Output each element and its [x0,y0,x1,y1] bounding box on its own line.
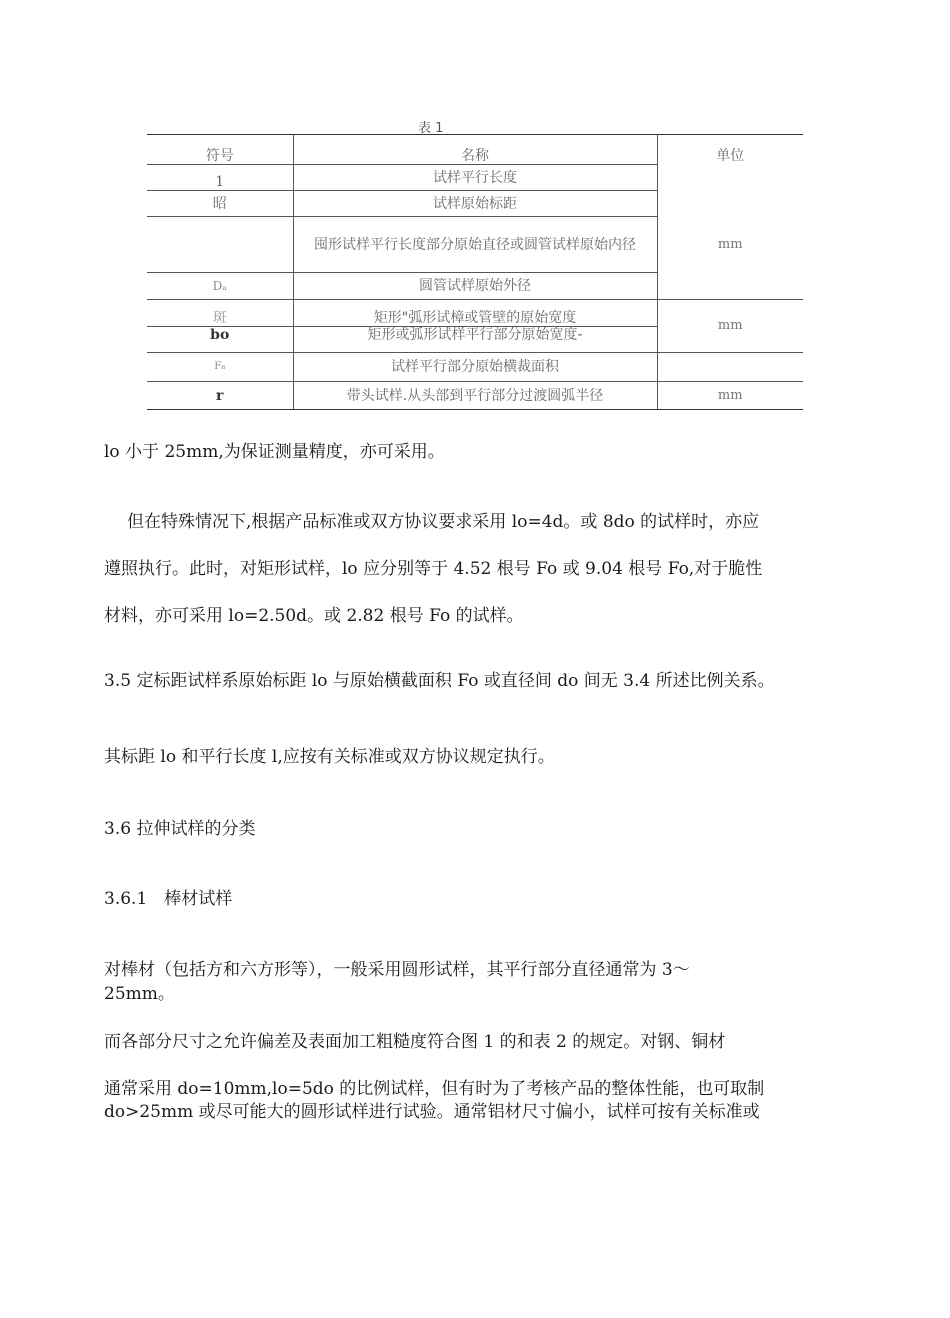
paragraph-specimen-line1: 通常采用 do=10mm,lo=5do 的比例试样，但有时为了考核产品的整体性能，也可取制 [104,1079,765,1099]
name-cell: 试样平行长度 [293,165,657,191]
symbol-cell: bo [147,327,293,353]
paragraph-lo-note: lo 小于 25mm,为保证测量精度，亦可采用。 [104,442,445,462]
unit-cell-empty [657,353,803,382]
name-cell: 试样原始标距 [293,191,657,217]
heading-3-6: 3.6 拉伸试样的分类 [104,819,256,839]
name-cell: 矩形"弧形试樟或管壁的原始宽度 [293,300,657,327]
header-name: 名称 [293,135,657,165]
symbol-cell: 1 [147,165,293,191]
unit-cell: mm [657,300,803,353]
symbol-cell: r [147,382,293,410]
header-unit: 单位 [657,135,803,191]
paragraph-specimen-line2: do>25mm 或尽可能大的圆形试样进行试验。通常铝材尺寸偏小，试样可按有关标准或 [104,1102,760,1122]
paragraph-special-case-line1: 但在特殊情况下,根据产品标准或双方协议要求采用 lo=4d。或 8do 的试样时，亦应 [127,512,760,532]
paragraph-tolerance: 而各部分尺寸之允许偏差及表面加工粗糙度符合图 1 的和表 2 的规定。对钢、铜材 [104,1032,726,1052]
table-caption: 表 1 [418,121,444,136]
paragraph-3-5: 3.5 定标距试样系原始标距 lo 与原始横截面积 Fo 或直径间 do 间无 3.4 所述比例关系。 [104,671,775,691]
name-cell: 试样平行部分原始横裁面积 [293,353,657,382]
symbol-cell: F₈ [147,353,293,382]
name-cell: 带头试样.从头部到平行部分过渡圆弧半径 [293,382,657,410]
paragraph-gauge-length: 其标距 lo 和平行长度 l,应按有关标准或双方协议规定执行。 [104,747,555,767]
heading-3-6-1: 3.6.1 棒材试样 [104,889,233,909]
symbol-cell: Dₐ [147,273,293,300]
symbol-cell: 昭 [147,191,293,217]
name-cell: 圆管试样原始外径 [293,273,657,300]
symbol-cell [147,217,293,273]
paragraph-special-case-line3: 材料，亦可采用 lo=2.50d。或 2.82 根号 Fo 的试样。 [104,606,524,626]
paragraph-bar-line1: 对棒材（包括方和六方形等），一般采用圆形试样，其平行部分直径通常为 3〜 [104,960,690,980]
paragraph-special-case-line2: 遵照执行。此时，对矩形试样，lo 应分别等于 4.52 根号 Fo 或 9.04 根号 Fo,对于脆性 [104,559,763,579]
symbol-table [147,134,803,410]
unit-cell: mm [657,191,803,300]
symbol-cell: 斑 [147,300,293,327]
name-cell: 囤形试样平行长度部分原始直径或圆管试样原始内径 [293,217,657,273]
paragraph-bar-line2: 25mm。 [104,984,175,1004]
unit-cell: mm [657,382,803,410]
header-symbol: 符号 [147,135,293,165]
name-cell: 矩形或弧形试样平行部分原始宽度- [293,327,657,353]
